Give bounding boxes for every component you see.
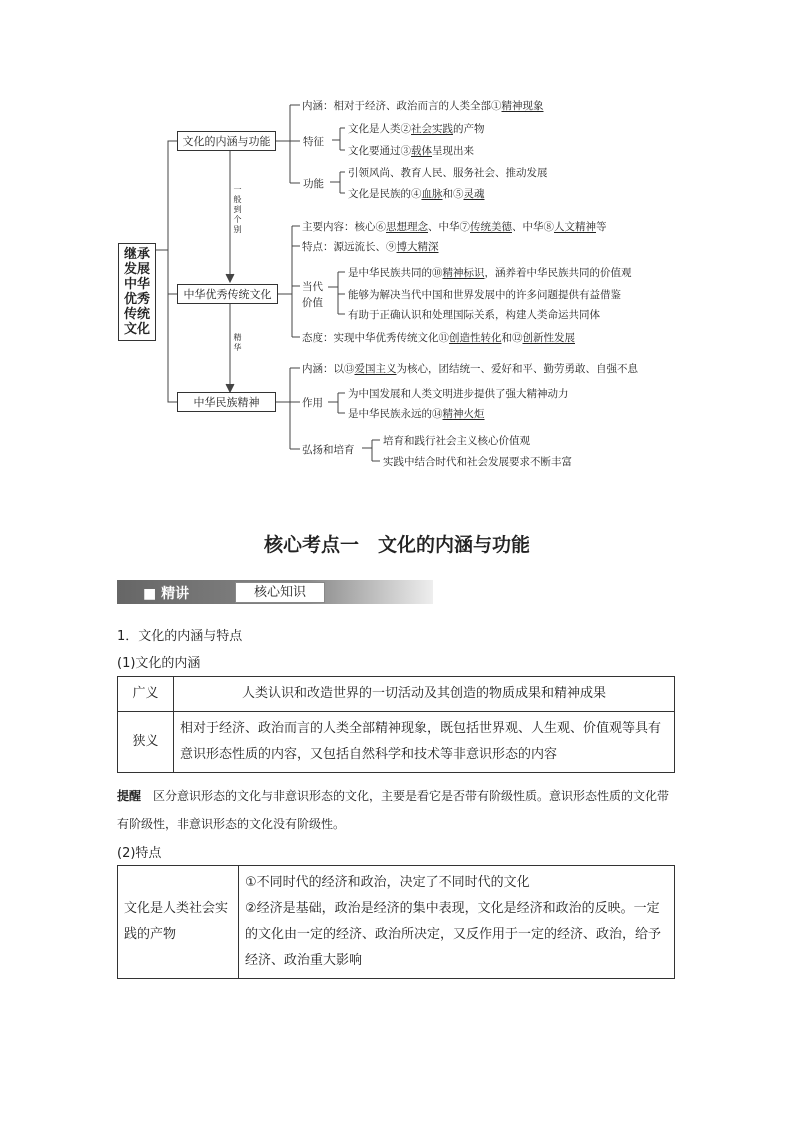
- b3-hongyang: 弘扬和培育: [302, 444, 355, 456]
- b3-zy1: 为中国发展和人类文明进步提供了强大精神动力: [348, 388, 569, 400]
- table-row: [118, 866, 675, 979]
- b1-tz2: 文化要通过③载体呈现出来: [348, 145, 474, 157]
- table-row: [118, 712, 675, 773]
- branch-traditional-culture-label: 中华优秀传统文化: [183, 288, 272, 301]
- b3-neihan: 内涵：以⑬爱国主义为核心，团结统一、爱好和平、勤劳勇敢、自强不息: [302, 363, 638, 375]
- cell-value: [239, 866, 675, 979]
- table-culture-features: [117, 865, 675, 979]
- b2-zhuyao: 主要内容：核心⑥思想理念、中华⑦传统美德、中华⑧人文精神等: [302, 221, 607, 233]
- table-culture-meaning: [117, 676, 675, 773]
- b1-tezheng: 特征: [303, 136, 324, 148]
- heading-1: 1．文化的内涵与特点: [117, 629, 243, 644]
- branch-national-spirit-label: 中华民族精神: [193, 396, 260, 409]
- table-row: [118, 677, 675, 712]
- feature-item-1: ①不同时代的经济和政治，决定了不同时代的文化: [245, 875, 530, 890]
- b3-zuoyong: 作用: [302, 397, 323, 409]
- heading-1a: (1)文化的内涵: [117, 656, 201, 671]
- feature-item-2: ②经济是基础，政治是经济的集中表现，文化是经济和政治的反映。一定的文化由一定的经济、政治所决定，又反作用于一定的经济、政治，给予经济、政治重大影响: [245, 901, 662, 968]
- link-general-to-specific: 一般到个别: [233, 185, 242, 234]
- cell-key: 文化是人类社会实践的产物: [118, 866, 239, 979]
- tip-paragraph: [117, 782, 677, 838]
- mindmap-root: [118, 243, 156, 341]
- tip-label: 提醒: [117, 789, 142, 803]
- branch-culture-meaning-label: 文化的内涵与功能: [182, 135, 271, 148]
- b3-zy2: 是中华民族永远的⑭精神火炬: [348, 408, 485, 420]
- b1-gongneng: 功能: [303, 178, 324, 190]
- b3-hy2: 实践中结合时代和社会发展要求不断丰富: [383, 456, 572, 468]
- heading-1b: (2)特点: [117, 846, 162, 861]
- b2-jz2: 能够为解决当代中国和世界发展中的许多问题提供有益借鉴: [348, 289, 621, 301]
- cell-key: 广义: [118, 677, 174, 712]
- b2-jz3: 有助于正确认识和处理国际关系，构建人类命运共同体: [348, 309, 600, 321]
- b1-gn2: 文化是民族的④血脉和⑤灵魂: [348, 188, 485, 200]
- cell-value: 相对于经济、政治而言的人类全部精神现象，既包括世界观、人生观、价值观等具有意识形态性质的内容，又包括自然科学和技术等非意识形态的内容: [174, 712, 675, 773]
- cell-value: 人类认识和改造世界的一切活动及其创造的物质成果和精神成果: [174, 677, 675, 712]
- b2-taidu: 态度：实现中华优秀传统文化⑪创造性转化和⑫创新性发展: [302, 332, 575, 344]
- b1-neihan: 内涵：相对于经济、政治而言的人类全部①精神现象: [302, 100, 544, 112]
- cell-key: 狭义: [118, 712, 174, 773]
- tag-left: ■ 精讲: [143, 586, 190, 602]
- b2-jiazhi: 价值: [302, 297, 323, 309]
- b2-dangdai: 当代: [302, 281, 323, 293]
- b2-jz1: 是中华民族共同的⑩精神标识，涵养着中华民族共同的价值观: [348, 267, 632, 279]
- link-essence: 精华: [233, 333, 242, 352]
- mindmap-root-text: 继承发展中华优秀传统文化: [123, 247, 150, 337]
- b1-tz1: 文化是人类②社会实践的产物: [348, 123, 485, 135]
- section-tag: [117, 580, 433, 604]
- section-title: 核心考点一 文化的内涵与功能: [263, 534, 530, 556]
- branch-culture-meaning: [177, 131, 276, 151]
- branch-national-spirit: [177, 392, 276, 412]
- tag-right: 核心知识: [235, 582, 325, 603]
- tip-text: 区分意识形态的文化与非意识形态的文化，主要是看它是否带有阶级性质。意识形态性质的文化带有阶级性，非意识形态的文化没有阶级性。: [117, 789, 670, 831]
- b2-tedian: 特点：源远流长、⑨博大精深: [302, 241, 439, 253]
- b1-gn1: 引领风尚、教育人民、服务社会、推动发展: [348, 167, 548, 179]
- branch-traditional-culture: [177, 284, 278, 304]
- b3-hy1: 培育和践行社会主义核心价值观: [383, 435, 530, 447]
